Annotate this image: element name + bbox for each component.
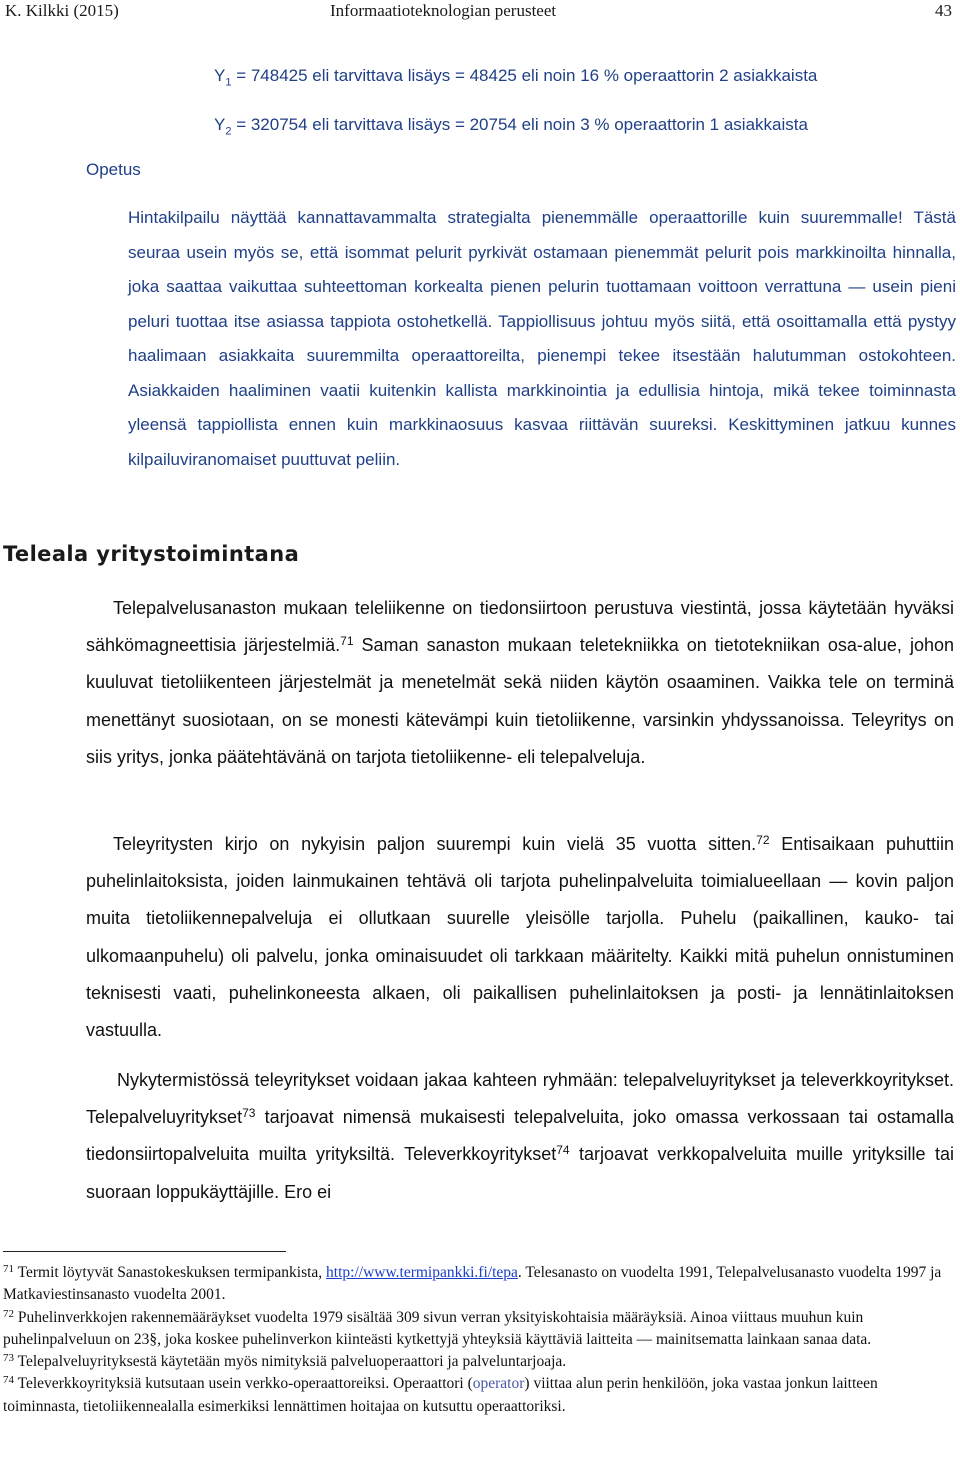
paragraph-text: Telepalvelusanaston mukaan teleliikenne on tiedonsiirtoon perustuva viestintä, jossa käytetään hyväksi sähkömagneettisia järjestelmiä. — [86, 598, 954, 656]
paragraph-text: tarjoavat nimensä mukaisesti telepalveluita, joko omassa verkossaan tai ostamalla tiedonsiirtopalveluita muilta yrityksiltä. Televerkkoyritykset — [86, 1107, 954, 1165]
book-title: Informaatioteknologian perusteet — [330, 1, 557, 20]
footnote-ref-73[interactable]: 73 — [242, 1106, 256, 1121]
equation-y2 — [214, 115, 808, 137]
footnote-divider — [3, 1251, 286, 1252]
termipankki-link[interactable]: http://www.termipankki.fi/tepa — [326, 1264, 518, 1281]
paragraph-text: Entisaikaan puhuttiin puhelinlaitoksista, joiden lainmukainen tehtävä oli tarjota puhelinpalveluita toimialueellaan — kovin paljon muita tietoliikennepalveluja ei ollutkaan suurelle yleisölle tarjolla. Puhelu (paikallinen, kauko- tai ulkomaanpuhelu) oli palvelu, jonka ominaisuudet oli tarkkaan määritelty. Kaikki mitä puhelun onnistuminen teknisesti vaati, puhelinkoneesta alkaen, oli paikallisen puhelinlaitoksen ja posti- ja lennätinlaitoksen vastuulla. — [86, 834, 955, 1041]
footnote-73 — [3, 1351, 953, 1373]
body-paragraph-3 — [86, 1062, 954, 1211]
paragraph-text: Teleyritysten kirjo on nykyisin paljon suurempi kuin vielä 35 vuotta sitten. — [113, 834, 757, 854]
opetus-paragraph: Hintakilpailu näyttää kannattavammalta strategialta pienemmälle operaattorille kuin suuremmalle! Tästä seuraa usein myös se, että isommat pelurit pyrkivät ostamaan pienemmät pelurit pois markkinoilta hinnalla, joka saattaa vaikuttaa suhteettoman korkealta pienen pelurin tuottamaan voittoon verrattuna — usein pieni peluri tuottaa itse asiassa tappiota ostohetkellä. Tappiollisuus johtuu myös siitä, että osoittamalla että pystyy haalimaan asiakkaita suuremmilta operaattoreilta, pienempi tekee itsestään halutumman ostokohteen. Asiakkaiden haaliminen vaatii kuitenkin kallista markkinointia ja edullisia hintoja, mikä tekee toiminnasta yleensä tappiollista ennen kuin markkinaosuus kasvaa riittävän suureksi. Keskittyminen jatkuu kunnes kilpailuviranomaiset puuttuvat peliin. — [128, 208, 956, 469]
footnote-number: 74 — [3, 1374, 14, 1387]
footnote-text: Telepalveluyrityksestä käytetään myös nimityksiä palveluoperaattori ja palveluntarjoaja. — [17, 1353, 567, 1371]
paragraph-text: Saman sanaston mukaan teletekniikka on tietotekniikan osa-alue, johon kuuluvat tietoliikenteen järjestelmät ja menetelmät sekä niiden käytön osaaminen. Vaikka tele on terminä menettänyt suosiotaan, on se monesti kätevämpi kuin tietoliikenne, varsinkin yhdyssanoissa. Teleyritys on siis yritys, jonka päätehtävänä on tarjota tietoliikenne- eli telepalveluja. — [86, 635, 954, 767]
margin-note-opetus: Opetus — [86, 160, 141, 179]
footnote-text: Puhelinverkkojen rakennemääräykset vuodelta 1979 sisältää 309 sivun verran yksityiskohtaisia määräyksiä. Ainoa viittaus muuhun kuin puhelinpalveluun on 23§, joka koskee puhelinverkon kiinteästi kytkettyjä yhteyksiä käyttäviä laitteita — mainitsematta lainkaan sanaa data. — [3, 1308, 872, 1348]
footnote-74 — [3, 1373, 953, 1418]
page-number: 43 — [935, 1, 952, 20]
page-header — [0, 0, 960, 24]
paragraph-text: Nykytermistössä teleyritykset voidaan jakaa kahteen ryhmään: telepalveluyritykset ja televerkkoyritykset. Telepalveluyritykset — [86, 1070, 954, 1128]
body-paragraph-2 — [86, 826, 954, 1049]
footnote-number: 72 — [3, 1307, 14, 1320]
equation-subscript: 1 — [225, 76, 232, 89]
equation-symbol: Y — [214, 115, 226, 134]
equation-text: = 748425 eli tarvittava lisäys = 48425 eli noin 16 % operaattorin 2 asiakkaista — [231, 66, 818, 85]
footnote-text: ) viittaa alun perin henkilöön, joka vastaa jonkun laitteen toiminnasta, tietoliikennealalla esimerkiksi lennättimen hoitajaa on kutsuttu operaattoriksi. — [3, 1375, 878, 1415]
footnote-71 — [3, 1262, 953, 1307]
paragraph-text: tarjoavat verkkopalveluita muille yrityksille tai suoraan loppukäyttäjille. Ero ei — [86, 1144, 954, 1202]
footnote-ref-74[interactable]: 74 — [556, 1143, 570, 1158]
footnote-text: . Telesanasto on vuodelta 1991, Telepalvelusanasto vuodelta 1997 ja Matkaviestinsanasto vuodelta 2001. — [3, 1264, 942, 1304]
footnote-text: Televerkkoyrityksiä kutsutaan usein verkko-operaattoreiksi. Operaattori ( — [17, 1375, 473, 1393]
footnote-72 — [3, 1307, 953, 1352]
footnote-ref-71[interactable]: 71 — [340, 634, 354, 649]
footnote-number: 73 — [3, 1352, 14, 1365]
footnote-number: 71 — [3, 1263, 14, 1275]
footnote-text: Termit löytyvät Sanastokeskuksen termipankista, — [17, 1264, 327, 1281]
equation-symbol: Y — [214, 66, 226, 85]
section-heading: Teleala yritystoimintana — [3, 542, 300, 566]
author-year: K. Kilkki (2015) — [5, 1, 119, 20]
equation-text: = 320754 eli tarvittava lisäys = 20754 eli noin 3 % operaattorin 1 asiakkaista — [231, 115, 808, 134]
footnote-ref-72[interactable]: 72 — [756, 833, 770, 847]
body-paragraph-1 — [86, 590, 954, 776]
footnotes — [3, 1262, 953, 1418]
equation-subscript: 2 — [225, 125, 232, 138]
operator-term: operator — [472, 1375, 525, 1393]
equation-y1 — [214, 66, 817, 88]
